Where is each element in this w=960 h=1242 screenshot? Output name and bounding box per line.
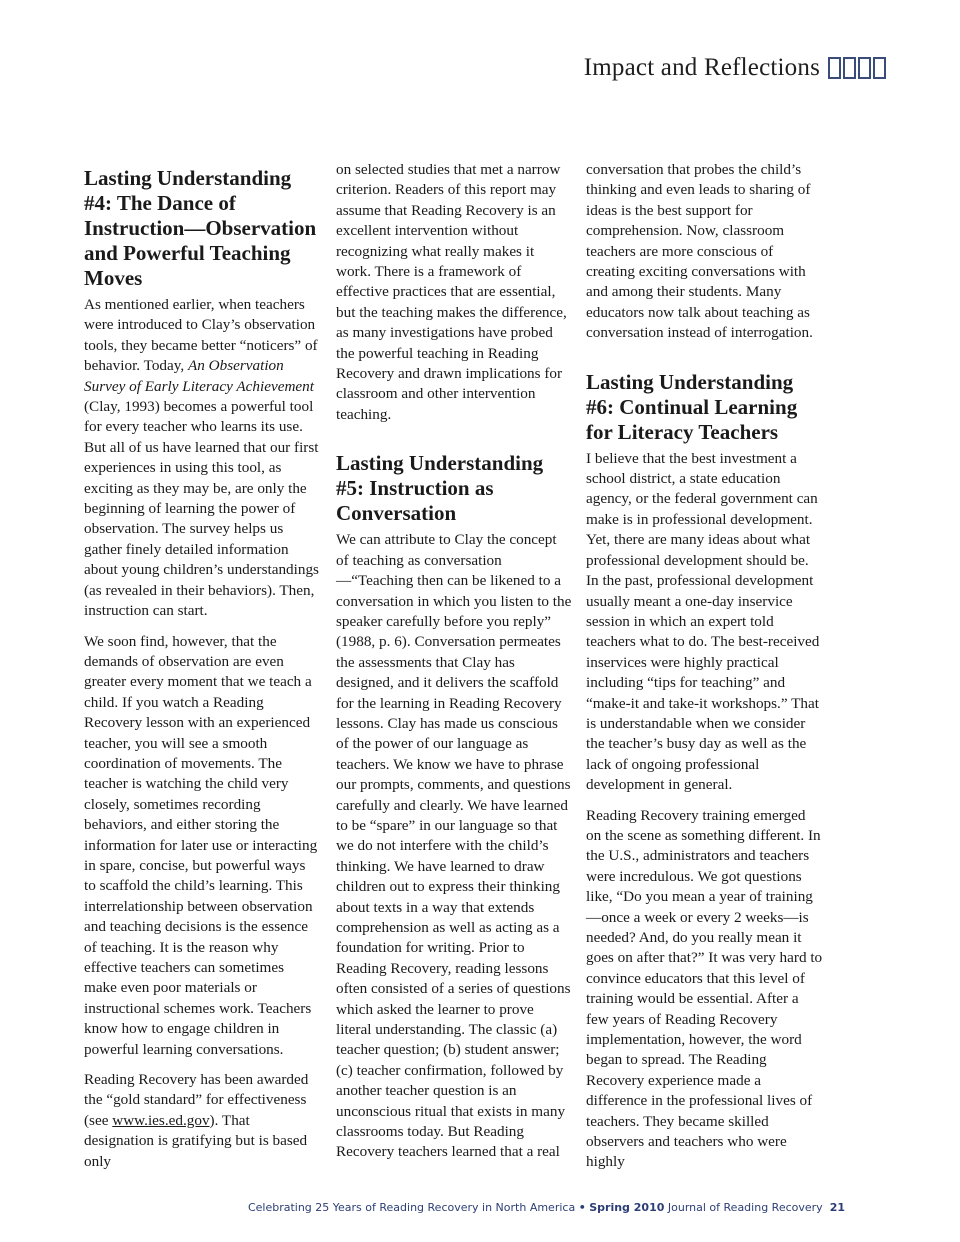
column1-paragraph-1	[84, 295, 320, 622]
column1-paragraph-2: We soon find, however, that the demands of observation are even greater every moment that we teach a child. If you watch a Reading Recovery lesson with an experienced teacher, you will see a smooth coordination of movements. The teacher is watching the child very closely, sometimes recording behaviors, and either storing the information for later use or interacting in spare, concise, but powerful ways to scaffold the child’s learning. This interrelationship between observation and teaching decisions is the essence of teaching. It is the reason why effective teachers can sometimes make even poor materials or instructional schemes work. Teachers know how to engage children in powerful learning conversations.	[84, 632, 318, 1058]
ornament-square-2	[843, 57, 856, 79]
column1-paragraph-3	[84, 1070, 320, 1172]
footer-celebrating: Celebrating 25 Years of Reading Recovery in North America	[247, 1201, 576, 1214]
p1-text-a: As mentioned earlier, when teachers were introduced to Clay’s observation tools, they became better “noticers” of behavior. Today,	[84, 296, 318, 375]
column3-paragraph-2: I believe that the best investment a school district, a state education agency, or the federal government can make is in professional development. Yet, there are many ideas about what professional development should be. In the past, professional development usually meant a one-day inservice session in which an expert told teachers what to do. The best-received inservices were highly practical including “tips for teaching” and “make-it and take-it workshops.” That is understandable when we consider the teacher’s busy day as well as the lack of ongoing professional development in general.	[586, 449, 820, 794]
page-number: 21	[829, 1201, 845, 1214]
section-title: Impact and Reflections	[583, 54, 820, 81]
footer-bullet: •	[578, 1201, 586, 1214]
ornament-square-4	[873, 57, 886, 79]
column3-paragraph-1: conversation that probes the child’s thinking and even leads to sharing of ideas is the best support for comprehension. Now, classroom teachers are more conscious of creating exciting conversations with and among their students. Many educators now talk about teaching as conversation instead of interrogation.	[586, 161, 813, 342]
heading-lasting-understanding-6: Lasting Understanding #6: Continual Learning for Literacy Teachers	[586, 369, 798, 444]
section-squares-ornament	[828, 57, 886, 81]
ies-link[interactable]: www.ies.ed.gov	[112, 1111, 210, 1129]
footer-issue: Spring 2010	[589, 1201, 665, 1214]
column-3	[586, 160, 824, 1183]
heading-lasting-understanding-4: Lasting Understanding #4: The Dance of Instruction—Observation and Powerful Teaching Moves	[84, 166, 317, 290]
ornament-square-1	[828, 57, 841, 79]
p3-text-b: ). That designation is gratifying but is based only	[84, 1111, 308, 1170]
column3-paragraph-3: Reading Recovery training emerged on the scene as something different. In the U.S., administrators and teachers were incredulous. We got questions like, “Do you mean a year of training—once a week or every 2 weeks—is needed? And, do you really mean it goes on after that?” It was very hard to convince educators that this level of training would be essential. After a few years of Reading Recovery implementation, however, the word began to spread. The Reading Recovery experience made a difference in the professional lives of teachers. They became skilled observers and teachers who were highly	[586, 806, 823, 1171]
page-footer	[200, 1201, 845, 1214]
column2-paragraph-2: We can attribute to Clay the concept of teaching as conversation—“Teaching then can be likened to a conversation in which you listen to the speaker carefully before you reply” (1988, p. 6). Conversation permeates the assessments that Clay has designed, and it delivers the scaffold for the learning in Reading Recovery lessons. Clay has made us conscious of the power of our language as teachers. We know we have to phrase our prompts, comments, and questions carefully and clearly. We have learned to be “spare” in our language so that we do not interfere with the child’s thinking. We have learned to draw children out to express their thinking about texts in a way that extends comprehension as well as acting as a foundation for writing. Prior to Reading Recovery, reading lessons often consisted of a series of questions which asked the learner to prove literal understanding. The classic (a) teacher question; (b) student answer; (c) teacher confirmation, followed by another teacher question is an unconscious ritual that exists in many classrooms today. But Reading Recovery teachers learned that a real	[336, 531, 572, 1161]
survey-title: An Observation Survey of Early Literacy Achievement	[84, 357, 314, 395]
column2-paragraph-1: on selected studies that met a narrow criterion. Readers of this report may assume that Reading Recovery is an excellent intervention without recognizing what really makes it work. There is a framework of effective practices that are essential, but the teaching makes the difference, as many investigations have probed the powerful teaching in Reading Recovery and drawn implications for classroom and other intervention teaching.	[336, 161, 567, 423]
heading-lasting-understanding-5: Lasting Understanding #5: Instruction as Conversation	[336, 451, 544, 526]
ornament-square-3	[858, 57, 871, 79]
column-2	[336, 160, 572, 1173]
p1-text-b: (Clay, 1993) becomes a powerful tool for every teacher who learns its use. But all of us have learned that our first experiences in using this tool, as exciting as they may be, are only the beginning of learning the power of observation. The survey helps us gather finely detailed information about young children’s understandings (as revealed in their behaviors). Then, instruction can start.	[84, 398, 319, 620]
footer-journal: Journal of Reading Recovery	[667, 1201, 823, 1214]
p3-text-a: Reading Recovery has been awarded the “gold standard” for effectiveness (see	[84, 1071, 309, 1129]
column-1	[84, 160, 320, 1182]
